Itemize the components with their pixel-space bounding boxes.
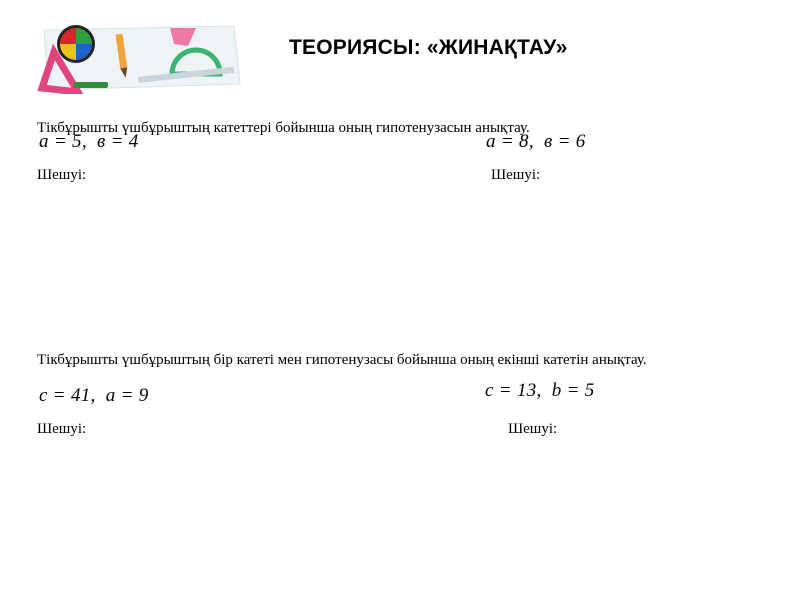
task-1-left-solution-label: Шешуі: <box>37 167 87 183</box>
formula-part: c = 41, <box>39 385 96 406</box>
formula-part: в = 6 <box>543 131 586 152</box>
formula-part: a = 9 <box>105 385 149 406</box>
page-title: ТЕОРИЯСЫ: «ЖИНАҚТАУ» <box>289 36 568 59</box>
task-2-statement: Тікбұрышты үшбұрыштың бір катеті мен гипотенузасы бойынша оның екінші катетін анықтау. <box>37 352 647 368</box>
task-1-statement: Тікбұрышты үшбұрыштың катеттері бойынша оның гипотенузасын анықтау. <box>37 120 530 136</box>
task-1-left-formula <box>39 131 139 153</box>
task-2-left-formula <box>39 385 149 407</box>
formula-part: в = 4 <box>96 131 139 152</box>
formula-part: b = 5 <box>551 380 595 401</box>
task-1-right-solution-label: Шешуі: <box>491 167 541 183</box>
formula-part: a = 8, <box>486 131 534 152</box>
task-2-right-formula <box>485 380 595 402</box>
formula-part: a = 5, <box>39 131 87 152</box>
task-1-right-formula <box>486 131 586 153</box>
formula-part: c = 13, <box>485 380 542 401</box>
geometry-tools-icon <box>34 22 244 94</box>
task-2-left-solution-label: Шешуі: <box>37 421 87 437</box>
task-2-right-solution-label: Шешуі: <box>508 421 558 437</box>
